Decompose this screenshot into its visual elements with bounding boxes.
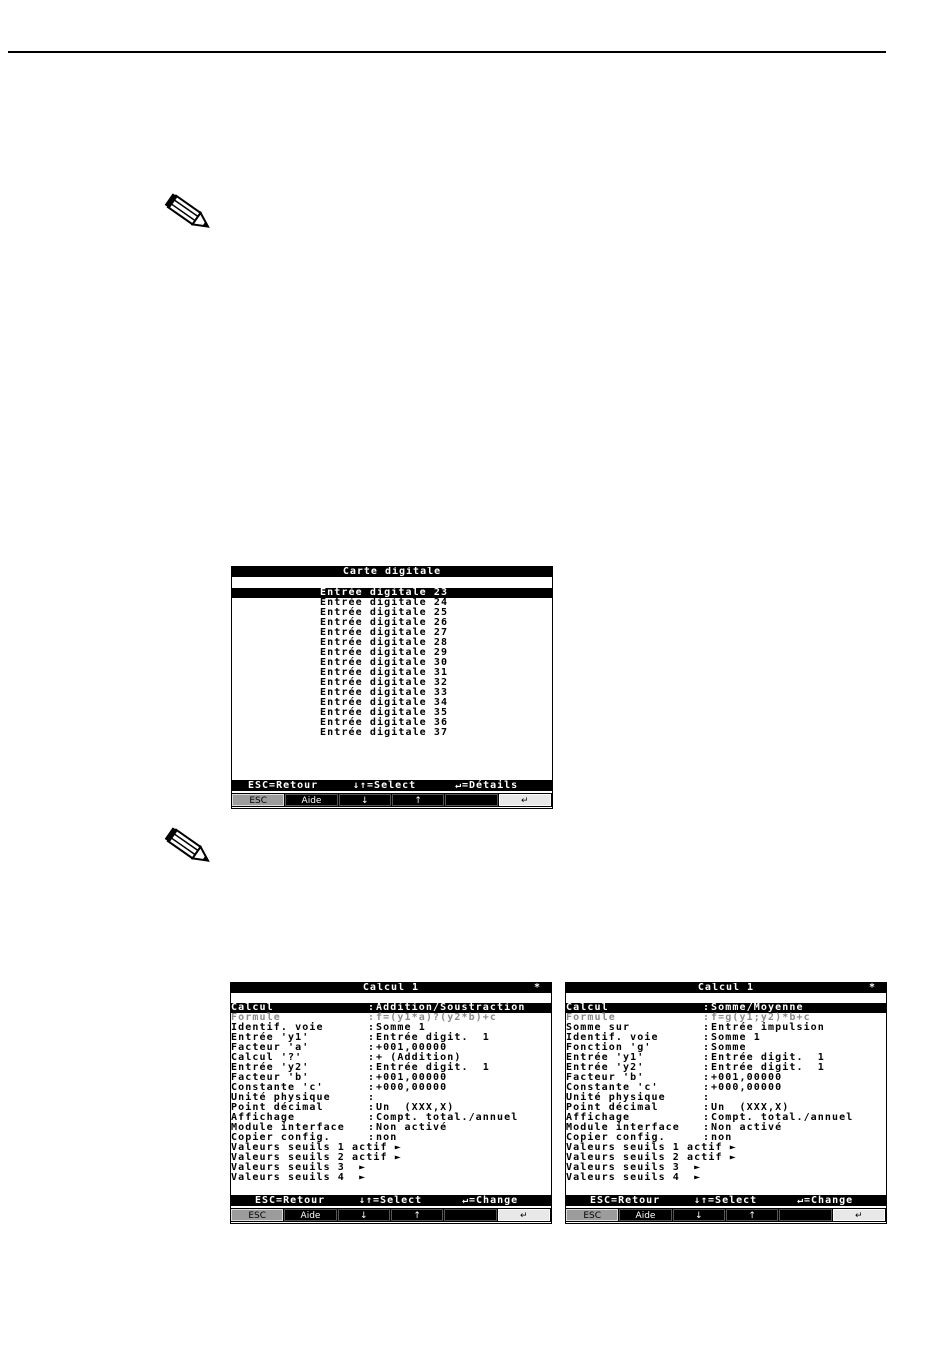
blank-key[interactable] — [444, 1209, 496, 1221]
setting-label: Valeurs seuils 2 actif ► — [566, 1152, 737, 1163]
colon-separator: : — [703, 1042, 711, 1053]
setting-value: Compt. total./annuel — [711, 1112, 854, 1123]
setting-label: Affichage — [566, 1112, 631, 1123]
setting-label: Valeurs seuils 1 actif ► — [231, 1142, 402, 1153]
setting-value: Somme 1 — [376, 1022, 426, 1033]
down-key[interactable]: ↓ — [338, 1209, 390, 1221]
setting-value: Un (XXX,X) — [376, 1102, 455, 1113]
colon-separator: : — [703, 1002, 711, 1013]
colon-separator: : — [703, 1022, 711, 1033]
hint-select: ↓↑=Select — [359, 1195, 423, 1206]
up-key[interactable]: ↑ — [726, 1209, 778, 1221]
setting-label: Module interface — [231, 1122, 345, 1133]
setting-label: Entrée 'y2' — [231, 1062, 310, 1073]
down-key[interactable]: ↓ — [339, 794, 391, 806]
list-item[interactable]: Entrée digitale 23 — [232, 588, 552, 598]
list-item[interactable]: Entrée digitale 30 — [320, 657, 449, 668]
hint-select: ↓↑=Select — [694, 1195, 758, 1206]
screen-title: Calcul 1 * — [566, 983, 886, 993]
colon-separator: : — [703, 1132, 711, 1143]
esc-key[interactable]: ESC — [232, 794, 284, 806]
setting-label: Constante 'c' — [566, 1082, 659, 1093]
setting-label: Valeurs seuils 4 ► — [231, 1172, 367, 1183]
setting-label: Entrée 'y1' — [231, 1032, 310, 1043]
colon-separator: : — [703, 1012, 711, 1023]
setting-value: Entrée impulsion — [711, 1022, 825, 1033]
hint-change: ↵=Change — [462, 1195, 519, 1206]
list-item[interactable]: Entrée digitale 25 — [320, 607, 449, 618]
softkey-bar — [566, 1208, 886, 1222]
setting-label: Formule — [231, 1012, 281, 1023]
blank-key[interactable] — [445, 794, 497, 806]
setting-value: f=g(y1;y2)*b+c — [711, 1012, 811, 1023]
settings-list — [231, 1003, 551, 1183]
setting-label: Unité physique — [231, 1092, 331, 1103]
up-key[interactable]: ↑ — [392, 794, 444, 806]
setting-value: +000,00000 — [376, 1082, 448, 1093]
colon-separator: : — [368, 1122, 376, 1133]
esc-key[interactable]: ESC — [566, 1209, 618, 1221]
setting-label: Copier config. — [566, 1132, 666, 1143]
help-key[interactable]: Aide — [284, 1209, 336, 1221]
setting-label: Valeurs seuils 3 ► — [231, 1162, 367, 1173]
list-item[interactable]: Entrée digitale 31 — [320, 667, 449, 678]
pencil-note-icon — [164, 192, 216, 236]
list-item[interactable]: Entrée digitale 32 — [320, 677, 449, 688]
setting-label: Facteur 'b' — [231, 1072, 310, 1083]
list-item[interactable]: Entrée digitale 26 — [320, 617, 449, 628]
up-key[interactable]: ↑ — [391, 1209, 443, 1221]
colon-separator: : — [368, 1042, 376, 1053]
setting-label: Identif. voie — [231, 1022, 324, 1033]
setting-value: +001,00000 — [711, 1072, 783, 1083]
setting-value: + (Addition) — [376, 1052, 462, 1063]
setting-value: f=(y1*a)?(y2*b)+c — [376, 1012, 498, 1023]
setting-value: +001,00000 — [376, 1072, 448, 1083]
setting-value: Addition/Soustraction — [376, 1002, 526, 1013]
list-item[interactable]: Entrée digitale 24 — [320, 597, 449, 608]
setting-label: Somme sur — [566, 1022, 631, 1033]
down-key[interactable]: ↓ — [673, 1209, 725, 1221]
setting-label: Entrée 'y1' — [566, 1052, 645, 1063]
esc-key[interactable]: ESC — [231, 1209, 283, 1221]
setting-label: Formule — [566, 1012, 616, 1023]
colon-separator: : — [703, 1032, 711, 1043]
pencil-note-icon — [164, 826, 216, 870]
colon-separator: : — [703, 1072, 711, 1083]
setting-label: Calcul '?' — [231, 1052, 303, 1063]
setting-label: Module interface — [566, 1122, 680, 1133]
hint-bar — [231, 1195, 551, 1206]
setting-label: Point décimal — [566, 1102, 659, 1113]
setting-value: Entrée digit. 1 — [376, 1062, 490, 1073]
help-key[interactable]: Aide — [285, 794, 337, 806]
hint-esc: ESC=Retour — [248, 780, 319, 791]
colon-separator: : — [703, 1102, 711, 1113]
setting-value: Un (XXX,X) — [711, 1102, 790, 1113]
colon-separator: : — [368, 1132, 376, 1143]
colon-separator: : — [368, 1092, 376, 1103]
colon-separator: : — [368, 1062, 376, 1073]
setting-value: Somme — [711, 1042, 747, 1053]
carte-digitale-screen — [231, 566, 553, 809]
setting-label: Copier config. — [231, 1132, 331, 1143]
setting-label: Entrée 'y2' — [566, 1062, 645, 1073]
setting-label: Facteur 'a' — [231, 1042, 310, 1053]
modified-star: * — [868, 982, 876, 993]
blank-key[interactable] — [779, 1209, 831, 1221]
setting-value: non — [711, 1132, 733, 1143]
setting-label: Valeurs seuils 2 actif ► — [231, 1152, 402, 1163]
setting-value: Entrée digit. 1 — [711, 1052, 825, 1063]
enter-key[interactable]: ↵ — [498, 1209, 550, 1221]
setting-value: Non activé — [711, 1122, 783, 1133]
colon-separator: : — [368, 1102, 376, 1113]
list-item[interactable]: Entrée digitale 34 — [320, 697, 449, 708]
list-item[interactable]: Entrée digitale 27 — [320, 627, 449, 638]
list-item[interactable]: Entrée digitale 29 — [320, 647, 449, 658]
colon-separator: : — [368, 1022, 376, 1033]
softkey-bar — [232, 793, 552, 807]
colon-separator: : — [703, 1082, 711, 1093]
colon-separator: : — [703, 1052, 711, 1063]
colon-separator: : — [368, 1082, 376, 1093]
settings-row[interactable] — [231, 1173, 551, 1183]
setting-label: Calcul — [231, 1002, 274, 1013]
colon-separator: : — [703, 1112, 711, 1123]
setting-value: Entrée digit. 1 — [711, 1062, 825, 1073]
setting-value: +000,00000 — [711, 1082, 783, 1093]
colon-separator: : — [368, 1072, 376, 1083]
setting-value: Somme/Moyenne — [711, 1002, 804, 1013]
colon-separator: : — [368, 1052, 376, 1063]
setting-label: Point décimal — [231, 1102, 324, 1113]
help-key[interactable]: Aide — [619, 1209, 671, 1221]
setting-value: Compt. total./annuel — [376, 1112, 519, 1123]
settings-row[interactable] — [566, 1173, 886, 1183]
hint-esc: ESC=Retour — [255, 1195, 326, 1206]
hint-esc: ESC=Retour — [590, 1195, 661, 1206]
list-item[interactable]: Entrée digitale 37 — [320, 727, 449, 738]
colon-separator: : — [703, 1122, 711, 1133]
digital-input-list — [232, 588, 552, 738]
setting-label: Unité physique — [566, 1092, 666, 1103]
softkey-bar — [231, 1208, 551, 1222]
enter-key[interactable]: ↵ — [499, 794, 551, 806]
setting-label: Calcul — [566, 1002, 609, 1013]
hint-change: ↵=Change — [797, 1195, 854, 1206]
modified-star: * — [533, 982, 541, 993]
setting-value: Somme 1 — [711, 1032, 761, 1043]
hint-bar — [566, 1195, 886, 1206]
header-rule — [8, 51, 886, 53]
enter-key[interactable]: ↵ — [833, 1209, 885, 1221]
colon-separator: : — [703, 1062, 711, 1073]
setting-label: Valeurs seuils 1 actif ► — [566, 1142, 737, 1153]
list-item[interactable]: Entrée digitale 28 — [320, 637, 449, 648]
colon-separator: : — [703, 1092, 711, 1103]
setting-label: Valeurs seuils 3 ► — [566, 1162, 702, 1173]
hint-select: ↓↑=Select — [353, 780, 417, 791]
hint-bar — [232, 780, 552, 791]
list-item[interactable]: Entrée digitale 35 — [320, 707, 449, 718]
calcul-addition-screen — [230, 982, 552, 1224]
setting-value: +001,00000 — [376, 1042, 448, 1053]
setting-value: non — [376, 1132, 398, 1143]
setting-label: Valeurs seuils 4 ► — [566, 1172, 702, 1183]
screen-title: Carte digitale — [232, 567, 552, 577]
hint-details: ↵=Détails — [455, 780, 519, 791]
colon-separator: : — [368, 1012, 376, 1023]
setting-label: Facteur 'b' — [566, 1072, 645, 1083]
colon-separator: : — [368, 1002, 376, 1013]
colon-separator: : — [368, 1112, 376, 1123]
list-item[interactable]: Entrée digitale 33 — [320, 687, 449, 698]
settings-list — [566, 1003, 886, 1183]
colon-separator: : — [368, 1032, 376, 1043]
list-item[interactable]: Entrée digitale 36 — [320, 717, 449, 728]
setting-label: Affichage — [231, 1112, 296, 1123]
setting-label: Identif. voie — [566, 1032, 659, 1043]
calcul-somme-screen — [565, 982, 887, 1224]
setting-label: Constante 'c' — [231, 1082, 324, 1093]
setting-value: Non activé — [376, 1122, 448, 1133]
setting-value: Entrée digit. 1 — [376, 1032, 490, 1043]
screen-title: Calcul 1 * — [231, 983, 551, 993]
setting-label: Fonction 'g' — [566, 1042, 652, 1053]
